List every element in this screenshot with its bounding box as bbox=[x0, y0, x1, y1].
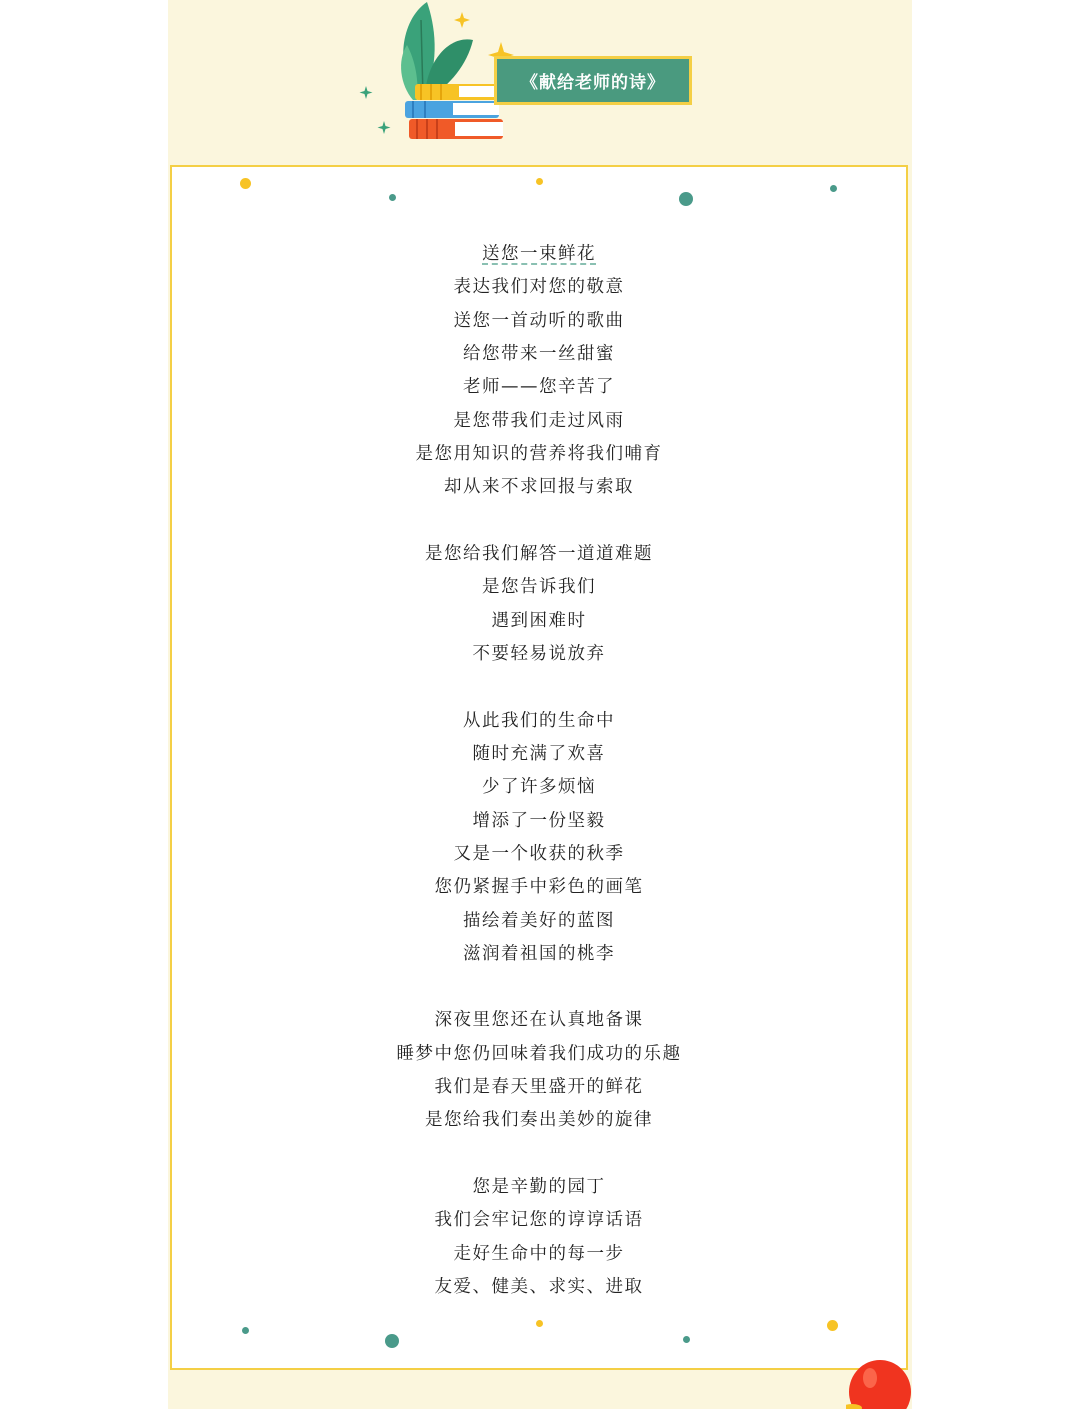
poem-stanza bbox=[170, 705, 908, 972]
poem-line: 是您带我们走过风雨 bbox=[453, 410, 625, 431]
poem-line: 表达我们对您的敬意 bbox=[453, 277, 625, 298]
book-stack-icon bbox=[405, 84, 507, 139]
poem-line: 增添了一份坚毅 bbox=[472, 810, 606, 831]
poem-line: 您是辛勤的园丁 bbox=[472, 1177, 606, 1198]
poem-line: 描绘着美好的蓝图 bbox=[463, 910, 615, 931]
poem-line: 我们会牢记您的谆谆话语 bbox=[434, 1210, 644, 1231]
poem-line: 是您给我们解答一道道难题 bbox=[425, 543, 653, 564]
poem-line: 随时充满了欢喜 bbox=[472, 743, 606, 764]
poem-stanza bbox=[170, 238, 908, 505]
poem-line: 从此我们的生命中 bbox=[463, 710, 615, 731]
poem-title: 《献给老师的诗》 bbox=[521, 73, 665, 93]
poem-body bbox=[170, 238, 908, 1338]
poem-line: 是您用知识的营养将我们哺育 bbox=[415, 443, 663, 464]
poem-line: 送您一束鲜花 bbox=[482, 244, 596, 264]
poem-line: 我们是春天里盛开的鲜花 bbox=[434, 1077, 644, 1098]
poem-stanza bbox=[170, 1004, 908, 1137]
decor-dot bbox=[679, 192, 693, 206]
decor-dot bbox=[536, 178, 543, 185]
poem-line: 深夜里您还在认真地备课 bbox=[434, 1010, 644, 1031]
balloon-icon bbox=[846, 1360, 912, 1409]
sparkle-icon bbox=[360, 86, 391, 134]
poem-line: 睡梦中您仍回味着我们成功的乐趣 bbox=[396, 1043, 682, 1064]
poem-line: 却从来不求回报与索取 bbox=[444, 477, 634, 498]
poem-line: 又是一个收获的秋季 bbox=[453, 843, 625, 864]
decor-dot bbox=[240, 178, 251, 189]
poem-line: 老师——您辛苦了 bbox=[463, 377, 615, 398]
poem-title-banner bbox=[494, 56, 692, 105]
decor-dot bbox=[830, 185, 837, 192]
poem-line: 送您一首动听的歌曲 bbox=[453, 310, 625, 331]
poem-line: 友爱、健美、求实、进取 bbox=[434, 1277, 644, 1298]
poem-line: 您仍紧握手中彩色的画笔 bbox=[434, 877, 644, 898]
poem-stanza bbox=[170, 538, 908, 671]
poem-line: 不要轻易说放弃 bbox=[472, 643, 606, 664]
poem-line: 遇到困难时 bbox=[491, 610, 587, 631]
poem-line: 给您带来一丝甜蜜 bbox=[463, 343, 615, 364]
poem-line: 是您告诉我们 bbox=[482, 577, 596, 598]
poem-line: 滋润着祖国的桃李 bbox=[463, 943, 615, 964]
poem-stanza bbox=[170, 1171, 908, 1304]
poem-line: 走好生命中的每一步 bbox=[453, 1243, 625, 1264]
decor-dot bbox=[389, 194, 396, 201]
poem-line: 是您给我们奏出美妙的旋律 bbox=[425, 1110, 653, 1131]
poem-line: 少了许多烦恼 bbox=[482, 777, 596, 798]
